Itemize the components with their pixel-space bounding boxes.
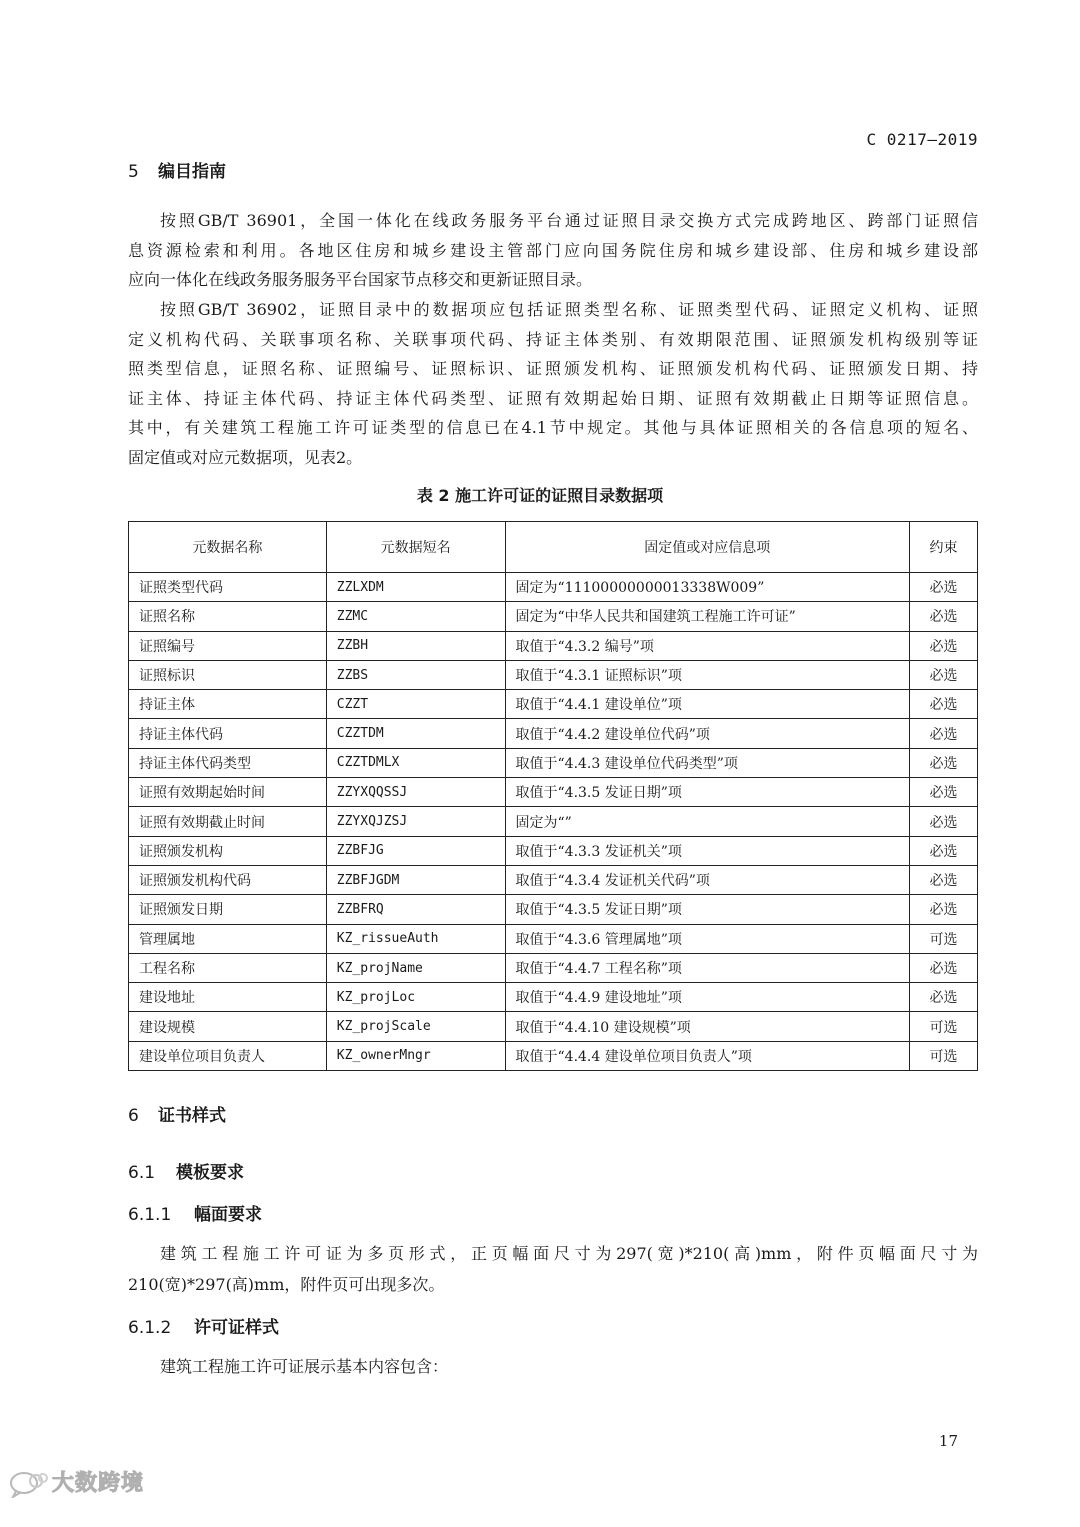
metadata-shortname-cell: KZ_projName xyxy=(326,953,505,982)
section-6-heading xyxy=(128,1101,226,1126)
metadata-name-cell: 持证主体 xyxy=(129,690,327,719)
table-row xyxy=(129,602,978,631)
metadata-shortname-cell: KZ_ownerMngr xyxy=(326,1041,505,1070)
watermark xyxy=(8,1466,144,1498)
section-6-1-2-paragraph xyxy=(128,1352,978,1382)
value-source-cell: 取值于“4.4.2 建设单位代码”项 xyxy=(505,719,910,748)
value-source-cell: 取值于“4.3.4 发证机关代码”项 xyxy=(505,865,910,894)
watermark-text: 大数跨境 xyxy=(52,1471,145,1496)
table-row xyxy=(129,953,978,982)
value-source-cell: 取值于“4.4.3 建设单位代码类型”项 xyxy=(505,748,910,777)
constraint-cell: 必选 xyxy=(910,748,978,777)
column-header: 元数据短名 xyxy=(326,522,505,573)
value-source-cell: 取值于“4.3.5 发证日期”项 xyxy=(505,895,910,924)
table-header-row xyxy=(129,522,978,573)
metadata-shortname-cell: ZZBFJG xyxy=(326,836,505,865)
table-2 xyxy=(128,521,978,1071)
constraint-cell: 必选 xyxy=(910,953,978,982)
metadata-name-cell: 证照编号 xyxy=(129,631,327,660)
constraint-cell: 必选 xyxy=(910,895,978,924)
table-row xyxy=(129,778,978,807)
metadata-shortname-cell: ZZYXQQSSJ xyxy=(326,778,505,807)
constraint-cell: 必选 xyxy=(910,602,978,631)
section-number: 6.1.2 xyxy=(128,1318,172,1338)
metadata-shortname-cell: KZ_projScale xyxy=(326,1012,505,1041)
value-source-cell: 固定为“中华人民共和国建筑工程施工许可证” xyxy=(505,602,910,631)
metadata-name-cell: 建设地址 xyxy=(129,983,327,1012)
paragraph-line: 其中，有关建筑工程施工许可证类型的信息已在4.1节中规定。其他与具体证照相关的各信息项的短名、 xyxy=(128,418,978,437)
document-code: C 0217—2019 xyxy=(866,130,978,149)
value-source-cell: 取值于“4.3.2 编号”项 xyxy=(505,631,910,660)
metadata-name-cell: 证照名称 xyxy=(129,602,327,631)
metadata-shortname-cell: ZZBS xyxy=(326,660,505,689)
paragraph-line: 建筑工程施工许可证为多页形式，正页幅面尺寸为297(宽)*210(高)mm，附件页幅面尺寸为 xyxy=(160,1244,978,1263)
paragraph-line: 照类型信息，证照名称、证照编号、证照标识、证照颁发机构、证照颁发机构代码、证照颁发日期、持 xyxy=(128,359,978,378)
constraint-cell: 必选 xyxy=(910,660,978,689)
table-row xyxy=(129,631,978,660)
value-source-cell: 取值于“4.3.3 发证机关”项 xyxy=(505,836,910,865)
section-title: 幅面要求 xyxy=(194,1205,262,1225)
section-6-1-1-paragraph xyxy=(128,1238,978,1300)
chat-bubble-icon xyxy=(8,1470,48,1498)
metadata-shortname-cell: ZZYXQJZSJ xyxy=(326,807,505,836)
section-6-1-1-heading xyxy=(128,1200,262,1225)
constraint-cell: 可选 xyxy=(910,924,978,953)
table-2-title: 表 2 施工许可证的证照目录数据项 xyxy=(416,486,664,505)
table-row xyxy=(129,983,978,1012)
constraint-cell: 必选 xyxy=(910,865,978,894)
constraint-cell: 必选 xyxy=(910,631,978,660)
metadata-name-cell: 管理属地 xyxy=(129,924,327,953)
metadata-name-cell: 建设单位项目负责人 xyxy=(129,1041,327,1070)
section-5-paragraph-1 xyxy=(128,206,978,295)
table-row xyxy=(129,924,978,953)
metadata-name-cell: 证照类型代码 xyxy=(129,573,327,602)
section-title: 模板要求 xyxy=(176,1163,244,1183)
constraint-cell: 必选 xyxy=(910,836,978,865)
value-source-cell: 取值于“4.3.6 管理属地”项 xyxy=(505,924,910,953)
value-source-cell: 取值于“4.4.4 建设单位项目负责人”项 xyxy=(505,1041,910,1070)
value-source-cell: 取值于“4.3.5 发证日期”项 xyxy=(505,778,910,807)
paragraph-line: 固定值或对应元数据项，见表2。 xyxy=(128,447,363,467)
value-source-cell: 取值于“4.4.7 工程名称”项 xyxy=(505,953,910,982)
section-title: 编目指南 xyxy=(158,162,226,182)
table-row xyxy=(129,660,978,689)
constraint-cell: 可选 xyxy=(910,1012,978,1041)
constraint-cell: 可选 xyxy=(910,1041,978,1070)
section-5-heading xyxy=(128,157,226,182)
table-row xyxy=(129,807,978,836)
section-number: 6.1 xyxy=(128,1163,156,1183)
table-row xyxy=(129,1012,978,1041)
metadata-name-cell: 建设规模 xyxy=(129,1012,327,1041)
constraint-cell: 必选 xyxy=(910,690,978,719)
section-number: 5 xyxy=(128,162,139,182)
section-6-1-heading xyxy=(128,1158,244,1183)
column-header: 约束 xyxy=(910,522,978,573)
table-row xyxy=(129,865,978,894)
metadata-name-cell: 持证主体代码 xyxy=(129,719,327,748)
paragraph-line: 应向一体化在线政务服务服务平台国家节点移交和更新证照目录。 xyxy=(128,270,593,289)
table-row xyxy=(129,1041,978,1070)
section-title: 许可证样式 xyxy=(194,1318,279,1338)
metadata-shortname-cell: CZZTDMLX xyxy=(326,748,505,777)
paragraph-line: 按照GB/T 36902，证照目录中的数据项应包括证照类型名称、证照类型代码、证照定义机构、证照 xyxy=(160,300,978,319)
metadata-shortname-cell: KZ_projLoc xyxy=(326,983,505,1012)
value-source-cell: 取值于“4.4.10 建设规模”项 xyxy=(505,1012,910,1041)
metadata-name-cell: 证照颁发日期 xyxy=(129,895,327,924)
column-header: 固定值或对应信息项 xyxy=(505,522,910,573)
constraint-cell: 必选 xyxy=(910,719,978,748)
section-title: 证书样式 xyxy=(158,1106,226,1126)
value-source-cell: 取值于“4.4.9 建设地址”项 xyxy=(505,983,910,1012)
metadata-shortname-cell: ZZMC xyxy=(326,602,505,631)
paragraph-line: 定义机构代码、关联事项名称、关联事项代码、持证主体类别、有效期限范围、证照颁发机构级别等证 xyxy=(128,329,978,349)
value-source-cell: 取值于“4.4.1 建设单位”项 xyxy=(505,690,910,719)
metadata-shortname-cell: ZZBFRQ xyxy=(326,895,505,924)
metadata-shortname-cell: CZZTDM xyxy=(326,719,505,748)
table-row xyxy=(129,895,978,924)
table-row xyxy=(129,748,978,777)
table-row xyxy=(129,836,978,865)
value-source-cell: 取值于“4.3.1 证照标识”项 xyxy=(505,660,910,689)
metadata-name-cell: 证照有效期起始时间 xyxy=(129,778,327,807)
constraint-cell: 必选 xyxy=(910,778,978,807)
constraint-cell: 必选 xyxy=(910,807,978,836)
table-row xyxy=(129,690,978,719)
metadata-name-cell: 证照有效期截止时间 xyxy=(129,807,327,836)
metadata-shortname-cell: ZZLXDM xyxy=(326,573,505,602)
constraint-cell: 必选 xyxy=(910,983,978,1012)
paragraph-line: 建筑工程施工许可证展示基本内容包含： xyxy=(160,1357,449,1376)
paragraph-line: 210(宽)*297(高)mm，附件页可出现多次。 xyxy=(128,1275,445,1294)
section-number: 6.1.1 xyxy=(128,1205,172,1225)
value-source-cell: 固定为“11100000000013338W009” xyxy=(505,573,910,602)
metadata-name-cell: 持证主体代码类型 xyxy=(129,748,327,777)
metadata-name-cell: 证照颁发机构代码 xyxy=(129,865,327,894)
table-row xyxy=(129,573,978,602)
paragraph-line: 证主体、持证主体代码、持证主体代码类型、证照有效期起始日期、证照有效期截止日期等证照信息。 xyxy=(128,388,978,408)
metadata-shortname-cell: ZZBH xyxy=(326,631,505,660)
metadata-shortname-cell: ZZBFJGDM xyxy=(326,865,505,894)
metadata-shortname-cell: CZZT xyxy=(326,690,505,719)
paragraph-line: 按照GB/T 36901，全国一体化在线政务服务平台通过证照目录交换方式完成跨地区、跨部门证照信 xyxy=(160,211,978,230)
table-row xyxy=(129,719,978,748)
page-number: 17 xyxy=(938,1432,958,1450)
metadata-shortname-cell: KZ_rissueAuth xyxy=(326,924,505,953)
section-number: 6 xyxy=(128,1106,139,1126)
constraint-cell: 必选 xyxy=(910,573,978,602)
metadata-name-cell: 证照标识 xyxy=(129,660,327,689)
column-header: 元数据名称 xyxy=(129,522,327,573)
metadata-name-cell: 工程名称 xyxy=(129,953,327,982)
section-6-1-2-heading xyxy=(128,1313,279,1338)
paragraph-line: 息资源检索和利用。各地区住房和城乡建设主管部门应向国务院住房和城乡建设部、住房和城乡建设部 xyxy=(128,240,978,260)
value-source-cell: 固定为“” xyxy=(505,807,910,836)
metadata-name-cell: 证照颁发机构 xyxy=(129,836,327,865)
section-5-paragraph-2 xyxy=(128,295,978,472)
